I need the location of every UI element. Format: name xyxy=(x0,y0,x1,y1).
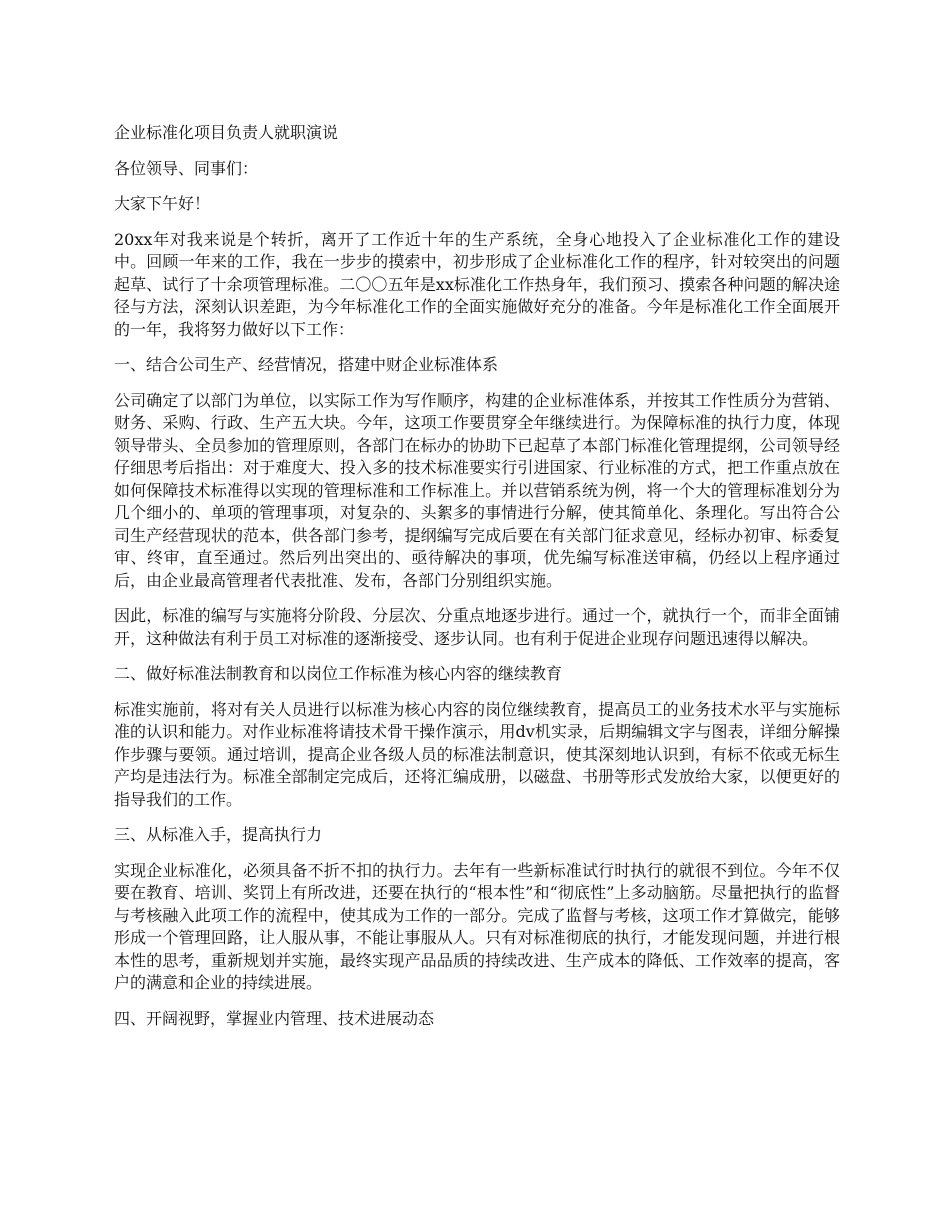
document-title: 企业标准化项目负责人就职演说 xyxy=(114,123,339,142)
greeting: 大家下午好！ xyxy=(114,194,211,213)
section-heading-4: 四、开阔视野，掌握业内管理、技术进展动态 xyxy=(114,1008,435,1028)
section-heading-2: 二、做好标准法制教育和以岗位工作标准为核心内容的继续教育 xyxy=(114,664,563,683)
salutation: 各位领导、同事们： xyxy=(114,158,259,178)
section-3-paragraph: 实现企业标准化，必须具备不折不扣的执行力。去年有一些新标准试行时执行的就很不到位。今年不仅要在教育、培训、奖罚上有所改进，还要在执行的“根本性”和“彻底性”上多动脑筋。尽量把执行的监督与考核融入此项工作的流程中，使其成为工作的一部分。完成了监督与考核，这项工作才算做完，能够形成一个管理回路，让人服从事，不能让事服从人。只有对标准彻底的执行，才能发现问题，并进行根本性的思考，重新规划并实施，最终实现产品品质的持续改进、生产成本的降低、工作效率的提高，客户的满意和企业的持续进展。 xyxy=(114,860,840,992)
section-1-paragraph-1: 公司确定了以部门为单位，以实际工作为写作顺序，构建的企业标准体系，并按其工作性质分为营销、财务、采购、行政、生产五大块。今年，这项工作要贯穿全年继续进行。为保障标准的执行力度，体现领导带头、全员参加的管理原则，各部门在标办的协助下已起草了本部门标准化管理提纲，公司领导经仔细思考后指出：对于难度大、投入多的技术标准要实行引进国家、行业标准的方式，把工作重点放在如何保障技术标准得以实现的管理标准和工作标准上。并以营销系统为例，将一个大的管理标准划分为几个细小的、单项的管理事项，对复杂的、头絮多的事情进行分解，使其简单化、条理化。写出符合公司生产经营现状的范本，供各部门参考，提纲编写完成后要在有关部门征求意见，经标办初审、标委复审、终审，直至通过。然后列出突出的、亟待解决的事项，优先编写标准送审稿，仍经以上程序通过后，由企业最高管理者代表批准、发布，各部门分别组织实施。 xyxy=(114,390,840,590)
intro-paragraph: 20xx年对我来说是个转折，离开了工作近十年的生产系统，全身心地投入了企业标准化工作的建设中。回顾一年来的工作，我在一步步的摸索中，初步形成了企业标准化工作的程序，针对较突出的问题起草、试行了十余项管理标准。二〇〇五年是xx标准化工作热身年，我们预习、摸索各种问题的解决途径与方法，深刻认识差距，为今年标准化工作的全面实施做好充分的准备。今年是标准化工作全面展开的一年，我将努力做好以下工作： xyxy=(114,229,840,339)
section-heading-1: 一、结合公司生产、经营情况，搭建中财企业标准体系 xyxy=(114,355,499,374)
section-heading-3: 三、从标准入手，提高执行力 xyxy=(114,825,323,844)
document-page xyxy=(114,122,840,1043)
section-1-paragraph-2: 因此，标准的编写与实施将分阶段、分层次、分重点地逐步进行。通过一个，就执行一个，而非全面铺开，这种做法有利于员工对标准的逐渐接受、逐步认同。也有利于促进企业现存问题迅速得以解决。 xyxy=(114,606,840,648)
section-2-paragraph: 标准实施前，将对有关人员进行以标准为核心内容的岗位继续教育，提高员工的业务技术水平与实施标准的认识和能力。对作业标准将请技术骨干操作演示，用dv机实录，后期编辑文字与图表，详细分解操作步骤与要领。通过培训，提高企业各级人员的标准法制意识，使其深刻地认识到，有标不依或无标生产均是违法行为。标准全部制定完成后，还将汇编成册，以磁盘、书册等形式发放给大家，以便更好的指导我们的工作。 xyxy=(114,699,840,809)
